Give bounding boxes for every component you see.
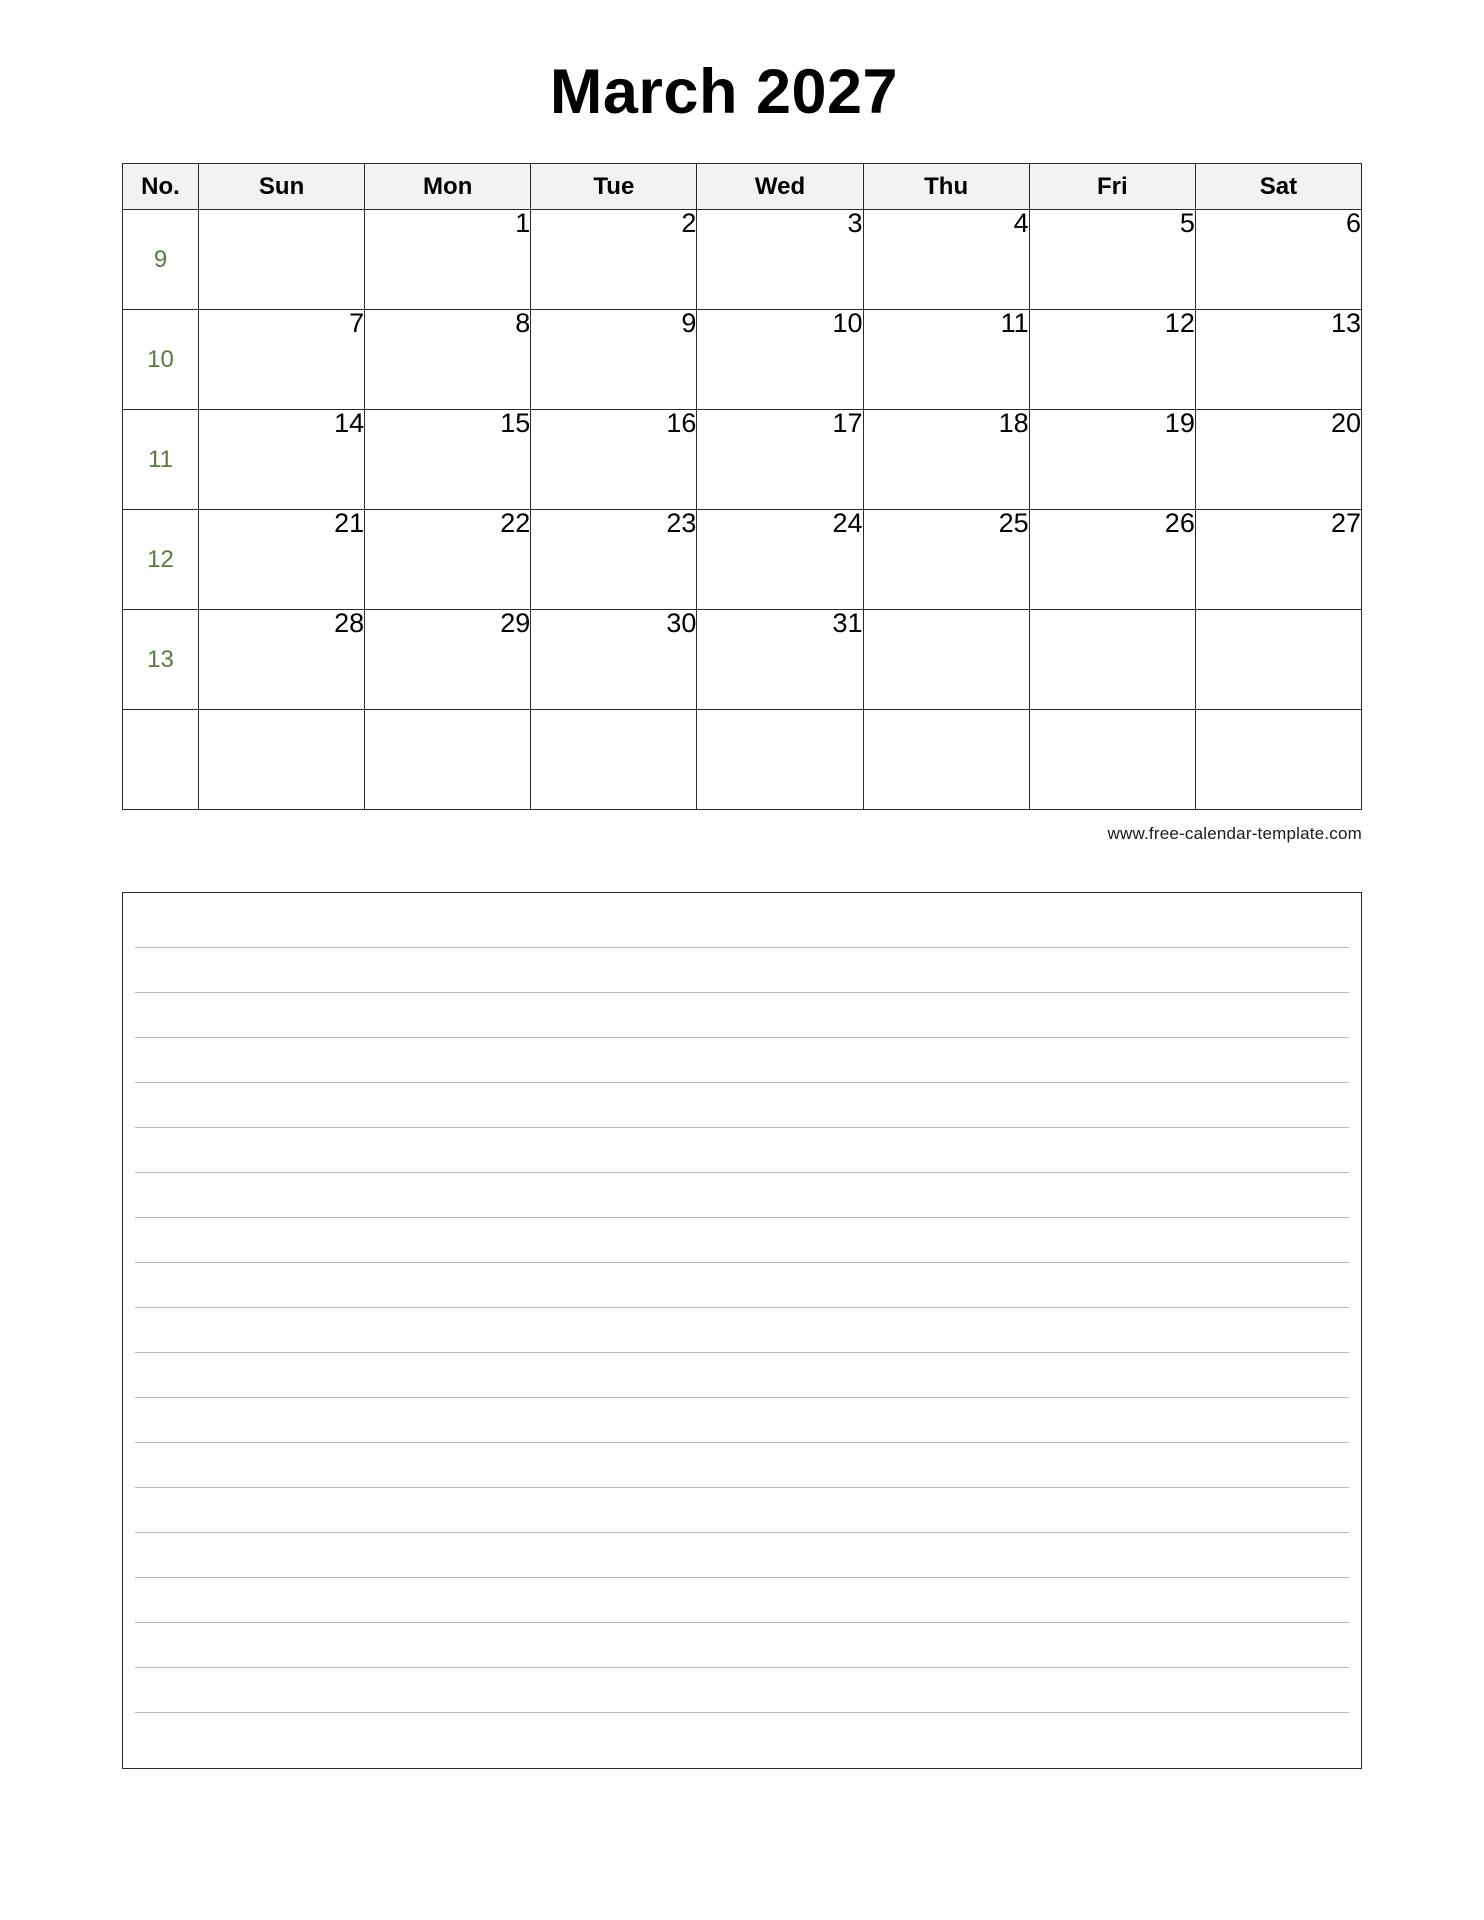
day-cell[interactable] — [697, 710, 863, 810]
day-cell[interactable]: 16 — [531, 410, 697, 510]
day-cell[interactable]: 20 — [1195, 410, 1361, 510]
calendar-week-row — [123, 710, 1362, 810]
day-cell[interactable]: 18 — [863, 410, 1029, 510]
day-cell[interactable]: 30 — [531, 610, 697, 710]
day-cell[interactable]: 5 — [1029, 210, 1195, 310]
notes-line[interactable] — [135, 1488, 1349, 1533]
day-cell[interactable]: 6 — [1195, 210, 1361, 310]
day-cell[interactable]: 7 — [199, 310, 365, 410]
notes-line[interactable] — [135, 1083, 1349, 1128]
day-cell[interactable] — [863, 710, 1029, 810]
column-header-sun: Sun — [199, 164, 365, 210]
column-header-fri: Fri — [1029, 164, 1195, 210]
website-credit: www.free-calendar-template.com — [1107, 824, 1362, 844]
column-header-tue: Tue — [531, 164, 697, 210]
column-header-sat: Sat — [1195, 164, 1361, 210]
day-cell[interactable]: 2 — [531, 210, 697, 310]
week-number: 9 — [123, 210, 199, 310]
calendar-week-row — [123, 610, 1362, 710]
day-cell[interactable]: 29 — [365, 610, 531, 710]
week-number: 12 — [123, 510, 199, 610]
day-cell[interactable]: 31 — [697, 610, 863, 710]
notes-line[interactable] — [135, 1713, 1349, 1758]
notes-line[interactable] — [135, 1353, 1349, 1398]
day-cell[interactable]: 10 — [697, 310, 863, 410]
notes-line[interactable] — [135, 903, 1349, 948]
calendar-header — [123, 164, 1362, 210]
notes-line[interactable] — [135, 1173, 1349, 1218]
calendar-week-row — [123, 310, 1362, 410]
day-cell[interactable]: 19 — [1029, 410, 1195, 510]
calendar-section — [122, 163, 1362, 810]
notes-line[interactable] — [135, 1038, 1349, 1083]
notes-line[interactable] — [135, 1578, 1349, 1623]
day-cell[interactable] — [1029, 710, 1195, 810]
day-cell[interactable]: 23 — [531, 510, 697, 610]
day-cell[interactable]: 27 — [1195, 510, 1361, 610]
notes-line[interactable] — [135, 1668, 1349, 1713]
column-header-thu: Thu — [863, 164, 1029, 210]
day-cell[interactable]: 13 — [1195, 310, 1361, 410]
column-header-wed: Wed — [697, 164, 863, 210]
day-cell[interactable]: 25 — [863, 510, 1029, 610]
calendar-table — [122, 163, 1362, 810]
day-cell[interactable]: 21 — [199, 510, 365, 610]
day-cell[interactable]: 15 — [365, 410, 531, 510]
notes-line[interactable] — [135, 948, 1349, 993]
week-number: 10 — [123, 310, 199, 410]
column-header-no: No. — [123, 164, 199, 210]
notes-line[interactable] — [135, 1533, 1349, 1578]
week-number: 11 — [123, 410, 199, 510]
day-cell[interactable] — [1029, 610, 1195, 710]
page-title: March 2027 — [549, 57, 899, 127]
day-cell[interactable] — [1195, 710, 1361, 810]
day-cell[interactable]: 3 — [697, 210, 863, 310]
calendar-week-row — [123, 510, 1362, 610]
day-cell[interactable] — [199, 210, 365, 310]
column-header-mon: Mon — [365, 164, 531, 210]
notes-line[interactable] — [135, 993, 1349, 1038]
day-cell[interactable]: 24 — [697, 510, 863, 610]
notes-line[interactable] — [135, 1623, 1349, 1668]
day-cell[interactable] — [1195, 610, 1361, 710]
notes-section[interactable] — [122, 892, 1362, 1769]
day-cell[interactable]: 22 — [365, 510, 531, 610]
calendar-body — [123, 210, 1362, 810]
week-number: 13 — [123, 610, 199, 710]
notes-line[interactable] — [135, 1443, 1349, 1488]
day-cell[interactable]: 1 — [365, 210, 531, 310]
day-cell[interactable]: 8 — [365, 310, 531, 410]
notes-line[interactable] — [135, 1128, 1349, 1173]
notes-line[interactable] — [135, 1308, 1349, 1353]
day-cell[interactable]: 14 — [199, 410, 365, 510]
day-cell[interactable]: 4 — [863, 210, 1029, 310]
day-cell[interactable]: 9 — [531, 310, 697, 410]
day-cell[interactable] — [863, 610, 1029, 710]
calendar-week-row — [123, 210, 1362, 310]
notes-line[interactable] — [135, 1398, 1349, 1443]
notes-line[interactable] — [135, 1263, 1349, 1308]
day-cell[interactable]: 11 — [863, 310, 1029, 410]
day-cell[interactable]: 17 — [697, 410, 863, 510]
day-cell[interactable]: 26 — [1029, 510, 1195, 610]
week-number — [123, 710, 199, 810]
calendar-week-row — [123, 410, 1362, 510]
calendar-header-row — [123, 164, 1362, 210]
day-cell[interactable] — [531, 710, 697, 810]
notes-line[interactable] — [135, 1218, 1349, 1263]
day-cell[interactable] — [365, 710, 531, 810]
day-cell[interactable]: 28 — [199, 610, 365, 710]
day-cell[interactable]: 12 — [1029, 310, 1195, 410]
day-cell[interactable] — [199, 710, 365, 810]
